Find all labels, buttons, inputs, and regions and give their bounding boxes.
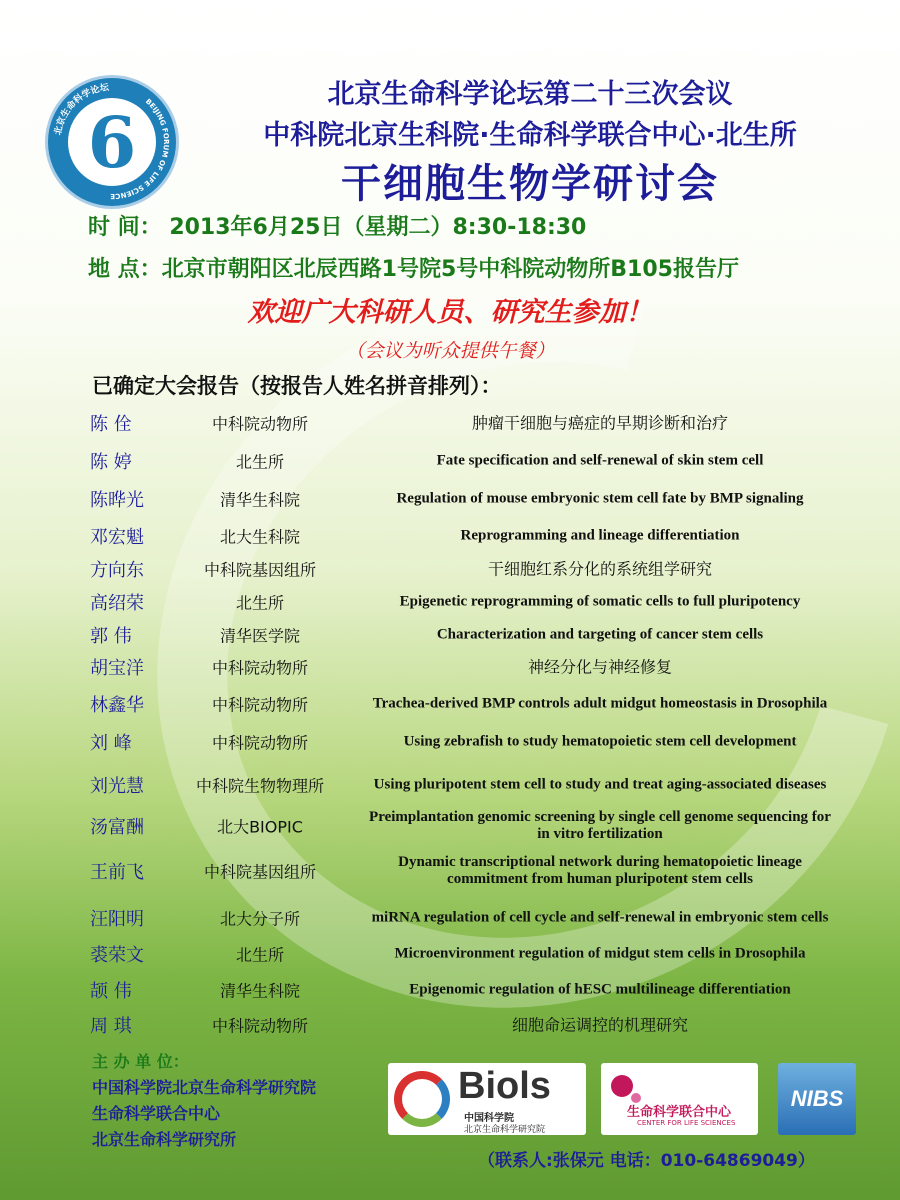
welcome-banner: 欢迎广大科研人员、研究生参加！	[247, 297, 653, 328]
talk-topic: Using pluripotent stem cell to study and treat aging-associated diseases	[373, 776, 827, 793]
speaker-institution: 清华生科院	[219, 981, 300, 1001]
speaker-name: 汤富酬	[90, 817, 144, 838]
talk-row	[0, 553, 900, 585]
event-time: 时 间： 2013年6月25日（星期二）8:30-18:30	[88, 215, 587, 240]
speaker-institution: 中科院基因组所	[203, 560, 316, 580]
speaker-institution: 中科院动物所	[211, 1016, 308, 1036]
lunch-note: （会议为听众提供午餐）	[345, 340, 555, 362]
talk-topic: Epigenetic reprogramming of somatic cells to full pluripotency	[399, 593, 801, 610]
talk-topic: 细胞命运调控的机理研究	[511, 1015, 688, 1035]
talk-row	[0, 898, 900, 938]
speaker-name: 王前飞	[90, 862, 144, 883]
speaker-institution: 中科院动物所	[211, 695, 308, 715]
biols-mark-icon	[394, 1071, 450, 1127]
speaker-institution: 中科院动物所	[211, 414, 308, 434]
biols-subtitle-2: 北京生命科学研究院	[464, 1125, 546, 1135]
forum-title: 北京生命科学论坛第二十三次会议	[327, 79, 733, 110]
talk-row	[0, 974, 900, 1006]
forum-logo	[48, 78, 176, 206]
speaker-name: 刘 峰	[90, 733, 132, 754]
speaker-name: 邓宏魁	[90, 527, 144, 548]
talk-topic: Preimplantation genomic screening by single cell genome sequencing for in vitro fertilization	[369, 809, 831, 842]
speaker-name: 周 琪	[90, 1016, 132, 1037]
talk-topic: 干细胞红系分化的系统组学研究	[487, 559, 712, 579]
biols-wordmark: Biols	[458, 1065, 551, 1107]
speaker-institution: 清华医学院	[219, 626, 300, 646]
speaker-institution: 中科院生物物理所	[195, 776, 324, 796]
organizer-item: 中国科学院北京生命科学研究院	[92, 1078, 317, 1097]
talk-topic: Epigenomic regulation of hESC multilineage differentiation	[409, 981, 791, 998]
logo-ring-cn: 北京生命科学论坛	[53, 82, 110, 137]
logo-ring-en: BEIJING FORUM OF LIFE SCIENCE	[110, 97, 171, 201]
speaker-name: 颉 伟	[90, 981, 132, 1002]
biols-subtitle: 中国科学院	[464, 1113, 514, 1124]
organizers-label: 主 办 单 位：	[92, 1052, 189, 1071]
talk-row	[0, 483, 900, 515]
symposium-title: 干细胞生物学研讨会	[341, 161, 719, 207]
nibs-logo	[778, 1063, 856, 1135]
clife-name: 生命科学联合中心	[627, 1105, 732, 1120]
talk-topic: Fate specification and self-renewal of skin stem cell	[436, 452, 764, 469]
speaker-institution: 中科院动物所	[211, 658, 308, 678]
nibs-wordmark: NIBS	[790, 1086, 844, 1111]
talk-topic: 神经分化与神经修复	[527, 657, 672, 677]
biols-logo	[388, 1063, 586, 1135]
talk-row	[0, 520, 900, 552]
talk-row	[0, 684, 900, 724]
talk-row	[0, 850, 900, 892]
organizer-title: 中科院北京生科院·生命科学联合中心·北生所	[263, 120, 797, 151]
talk-row	[0, 1009, 900, 1041]
speaker-name: 陈 佺	[90, 414, 132, 435]
contact-info: （联系人:张保元 电话：010-64869049）	[478, 1151, 815, 1171]
organizer-item: 北京生命科学研究所	[92, 1130, 237, 1149]
center-life-sciences-logo	[601, 1063, 758, 1135]
speaker-name: 郭 伟	[90, 626, 132, 647]
talk-topic: Regulation of mouse embryonic stem cell fate by BMP signaling	[396, 490, 804, 507]
talk-row	[0, 407, 900, 439]
speaker-institution: 中科院动物所	[211, 733, 308, 753]
event-place: 地 点：北京市朝阳区北辰西路1号院5号中科院动物所B105报告厅	[88, 257, 739, 282]
talk-topic: Characterization and targeting of cancer stem cells	[436, 626, 764, 643]
talk-row	[0, 765, 900, 805]
speaker-name: 刘光慧	[90, 776, 144, 797]
talk-row	[0, 806, 900, 846]
speaker-institution: 北大生科院	[219, 527, 300, 547]
speaker-name: 林鑫华	[90, 695, 144, 716]
talk-topic: Trachea-derived BMP controls adult midgut homeostasis in Drosophila	[372, 695, 828, 712]
speaker-institution: 北生所	[235, 945, 284, 965]
talk-topic: Using zebrafish to study hematopoietic stem cell development	[403, 733, 797, 750]
talk-row	[0, 726, 900, 758]
talk-topic: Dynamic transcriptional network during hematopoietic lineage commitment from human pluripotent stem cells	[398, 854, 802, 887]
clife-english: CENTER FOR LIFE SCIENCES	[637, 1119, 736, 1127]
speaker-institution: 清华生科院	[219, 490, 300, 510]
speaker-institution: 北生所	[235, 452, 284, 472]
speaker-institution: 中科院基因组所	[203, 862, 316, 882]
talk-row	[0, 445, 900, 477]
speaker-institution: 北生所	[235, 593, 284, 613]
speaker-name: 胡宝洋	[90, 658, 144, 679]
speaker-name: 陈 婷	[90, 452, 132, 473]
talk-row	[0, 586, 900, 618]
talk-topic: 肿瘤干细胞与癌症的早期诊断和治疗	[471, 413, 728, 433]
talk-row	[0, 619, 900, 651]
talk-row	[0, 938, 900, 970]
speaker-name: 陈晔光	[90, 490, 144, 511]
talks-heading: 已确定大会报告（按报告人姓名拼音排列）：	[92, 374, 502, 398]
speaker-name: 高绍荣	[90, 593, 144, 614]
logo-ring	[48, 78, 176, 206]
speaker-institution: 北大BIOPIC	[217, 817, 303, 837]
talk-row	[0, 651, 900, 683]
molecule-icon	[611, 1075, 633, 1097]
speaker-institution: 北大分子所	[219, 909, 300, 929]
talk-topic: Microenvironment regulation of midgut stem cells in Drosophila	[394, 945, 806, 962]
logo-numeral: 6	[68, 98, 156, 186]
organizer-item: 生命科学联合中心	[92, 1104, 221, 1123]
talk-topic: Reprogramming and lineage differentiation	[460, 527, 740, 544]
speaker-name: 汪阳明	[90, 909, 144, 930]
speaker-name: 裘荣文	[90, 945, 144, 966]
talk-topic: miRNA regulation of cell cycle and self-renewal in embryonic stem cells	[371, 909, 829, 926]
speaker-name: 方向东	[90, 560, 144, 581]
